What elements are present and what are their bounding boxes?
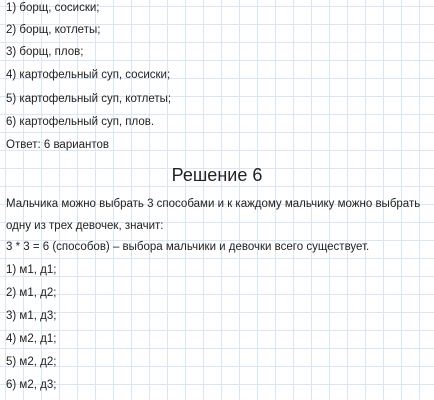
pair-line-2: 2) м1, д2;	[6, 287, 57, 299]
pair-line-3: 3) м1, д3;	[6, 310, 57, 322]
answer-line: Ответ: 6 вариантов	[6, 139, 110, 151]
option-line-4: 4) картофельный суп, сосиски;	[6, 69, 171, 81]
pair-line-4: 4) м2, д1;	[6, 333, 57, 345]
formula-line: 3 * 3 = 6 (способов) – выбора мальчики и девочки всего существует.	[6, 241, 370, 253]
pair-line-6: 6) м2, д3;	[6, 379, 57, 391]
section-heading: Решение 6	[171, 165, 263, 185]
option-line-3: 3) борщ, плов;	[6, 46, 84, 58]
pair-line-1: 1) м1, д1;	[6, 264, 57, 276]
option-line-2: 2) борщ, котлеты;	[6, 24, 101, 36]
paragraph-line-1: Мальчика можно выбрать 3 способами и к каждому мальчику можно выбрать	[6, 198, 421, 210]
option-line-6: 6) картофельный суп, плов.	[6, 116, 155, 128]
option-line-1: 1) борщ, сосиски;	[6, 2, 100, 14]
paragraph-line-2: одну из трех девочек, значит:	[6, 220, 164, 232]
pair-line-5: 5) м2, д2;	[6, 356, 57, 368]
option-line-5: 5) картофельный суп, котлеты;	[6, 93, 172, 105]
